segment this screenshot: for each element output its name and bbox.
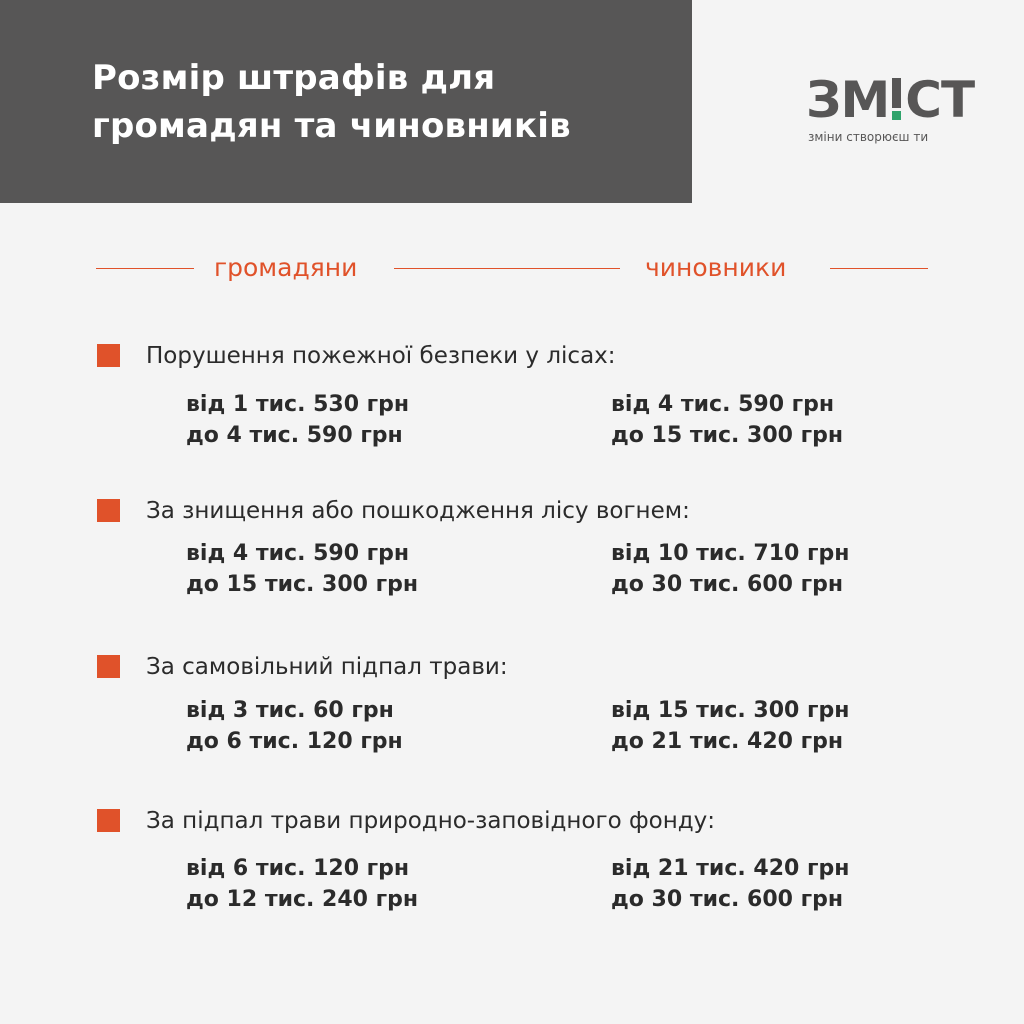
logo-wordmark bbox=[806, 70, 974, 130]
fine-to: до 12 тис. 240 грн bbox=[186, 887, 419, 912]
page-title-line-2: громадян та чиновників bbox=[92, 106, 571, 146]
fine-from: від 4 тис. 590 грн bbox=[186, 541, 410, 566]
logo-tagline: зміни створюєш ти bbox=[808, 130, 929, 144]
fine-from: від 15 тис. 300 грн bbox=[611, 698, 850, 723]
fine-from: від 4 тис. 590 грн bbox=[611, 392, 835, 417]
section-title-nature-reserve-grass-burning: За підпал трави природно-заповідного фонду: bbox=[146, 808, 715, 834]
fine-to: до 21 тис. 420 грн bbox=[611, 729, 844, 754]
fine-officials-nature-reserve-grass-burning bbox=[611, 853, 849, 915]
logo-exclamation-icon bbox=[890, 70, 904, 130]
fine-from: від 6 тис. 120 грн bbox=[186, 856, 410, 881]
fine-citizens-forest-fire-safety bbox=[186, 389, 409, 451]
fine-citizens-nature-reserve-grass-burning bbox=[186, 853, 418, 915]
section-marker-icon bbox=[97, 344, 120, 367]
section-title-grass-burning: За самовільний підпал трави: bbox=[146, 654, 508, 680]
logo-wordmark-part-2: СТ bbox=[905, 71, 975, 129]
fine-to: до 30 тис. 600 грн bbox=[611, 887, 844, 912]
fine-from: від 21 тис. 420 грн bbox=[611, 856, 850, 881]
header-panel bbox=[0, 0, 692, 203]
page-title-line-1: Розмір штрафів для bbox=[92, 58, 496, 98]
fine-to: до 15 тис. 300 грн bbox=[186, 572, 419, 597]
fine-from: від 1 тис. 530 грн bbox=[186, 392, 410, 417]
fine-officials-forest-destruction bbox=[611, 538, 849, 600]
fine-citizens-forest-destruction bbox=[186, 538, 418, 600]
section-marker-icon bbox=[97, 499, 120, 522]
divider-right bbox=[830, 268, 928, 269]
section-title-forest-destruction: За знищення або пошкодження лісу вогнем: bbox=[146, 498, 690, 524]
fine-officials-forest-fire-safety bbox=[611, 389, 843, 451]
fine-to: до 6 тис. 120 грн bbox=[186, 729, 403, 754]
fine-to: до 15 тис. 300 грн bbox=[611, 423, 844, 448]
fine-from: від 10 тис. 710 грн bbox=[611, 541, 850, 566]
fine-officials-grass-burning bbox=[611, 695, 849, 757]
fine-citizens-grass-burning bbox=[186, 695, 403, 757]
divider-left bbox=[96, 268, 194, 269]
divider-middle bbox=[394, 268, 620, 269]
section-marker-icon bbox=[97, 655, 120, 678]
section-marker-icon bbox=[97, 809, 120, 832]
fine-to: до 30 тис. 600 грн bbox=[611, 572, 844, 597]
fine-from: від 3 тис. 60 грн bbox=[186, 698, 394, 723]
logo-green-dot bbox=[892, 111, 901, 120]
column-header-officials: чиновники bbox=[645, 253, 787, 282]
section-title-forest-fire-safety: Порушення пожежної безпеки у лісах: bbox=[146, 343, 616, 369]
zmist-logo bbox=[806, 70, 975, 150]
fine-to: до 4 тис. 590 грн bbox=[186, 423, 403, 448]
logo-wordmark-part-1: ЗМ bbox=[806, 71, 890, 129]
column-header-citizens: громадяни bbox=[214, 253, 358, 282]
page-title bbox=[92, 54, 571, 150]
